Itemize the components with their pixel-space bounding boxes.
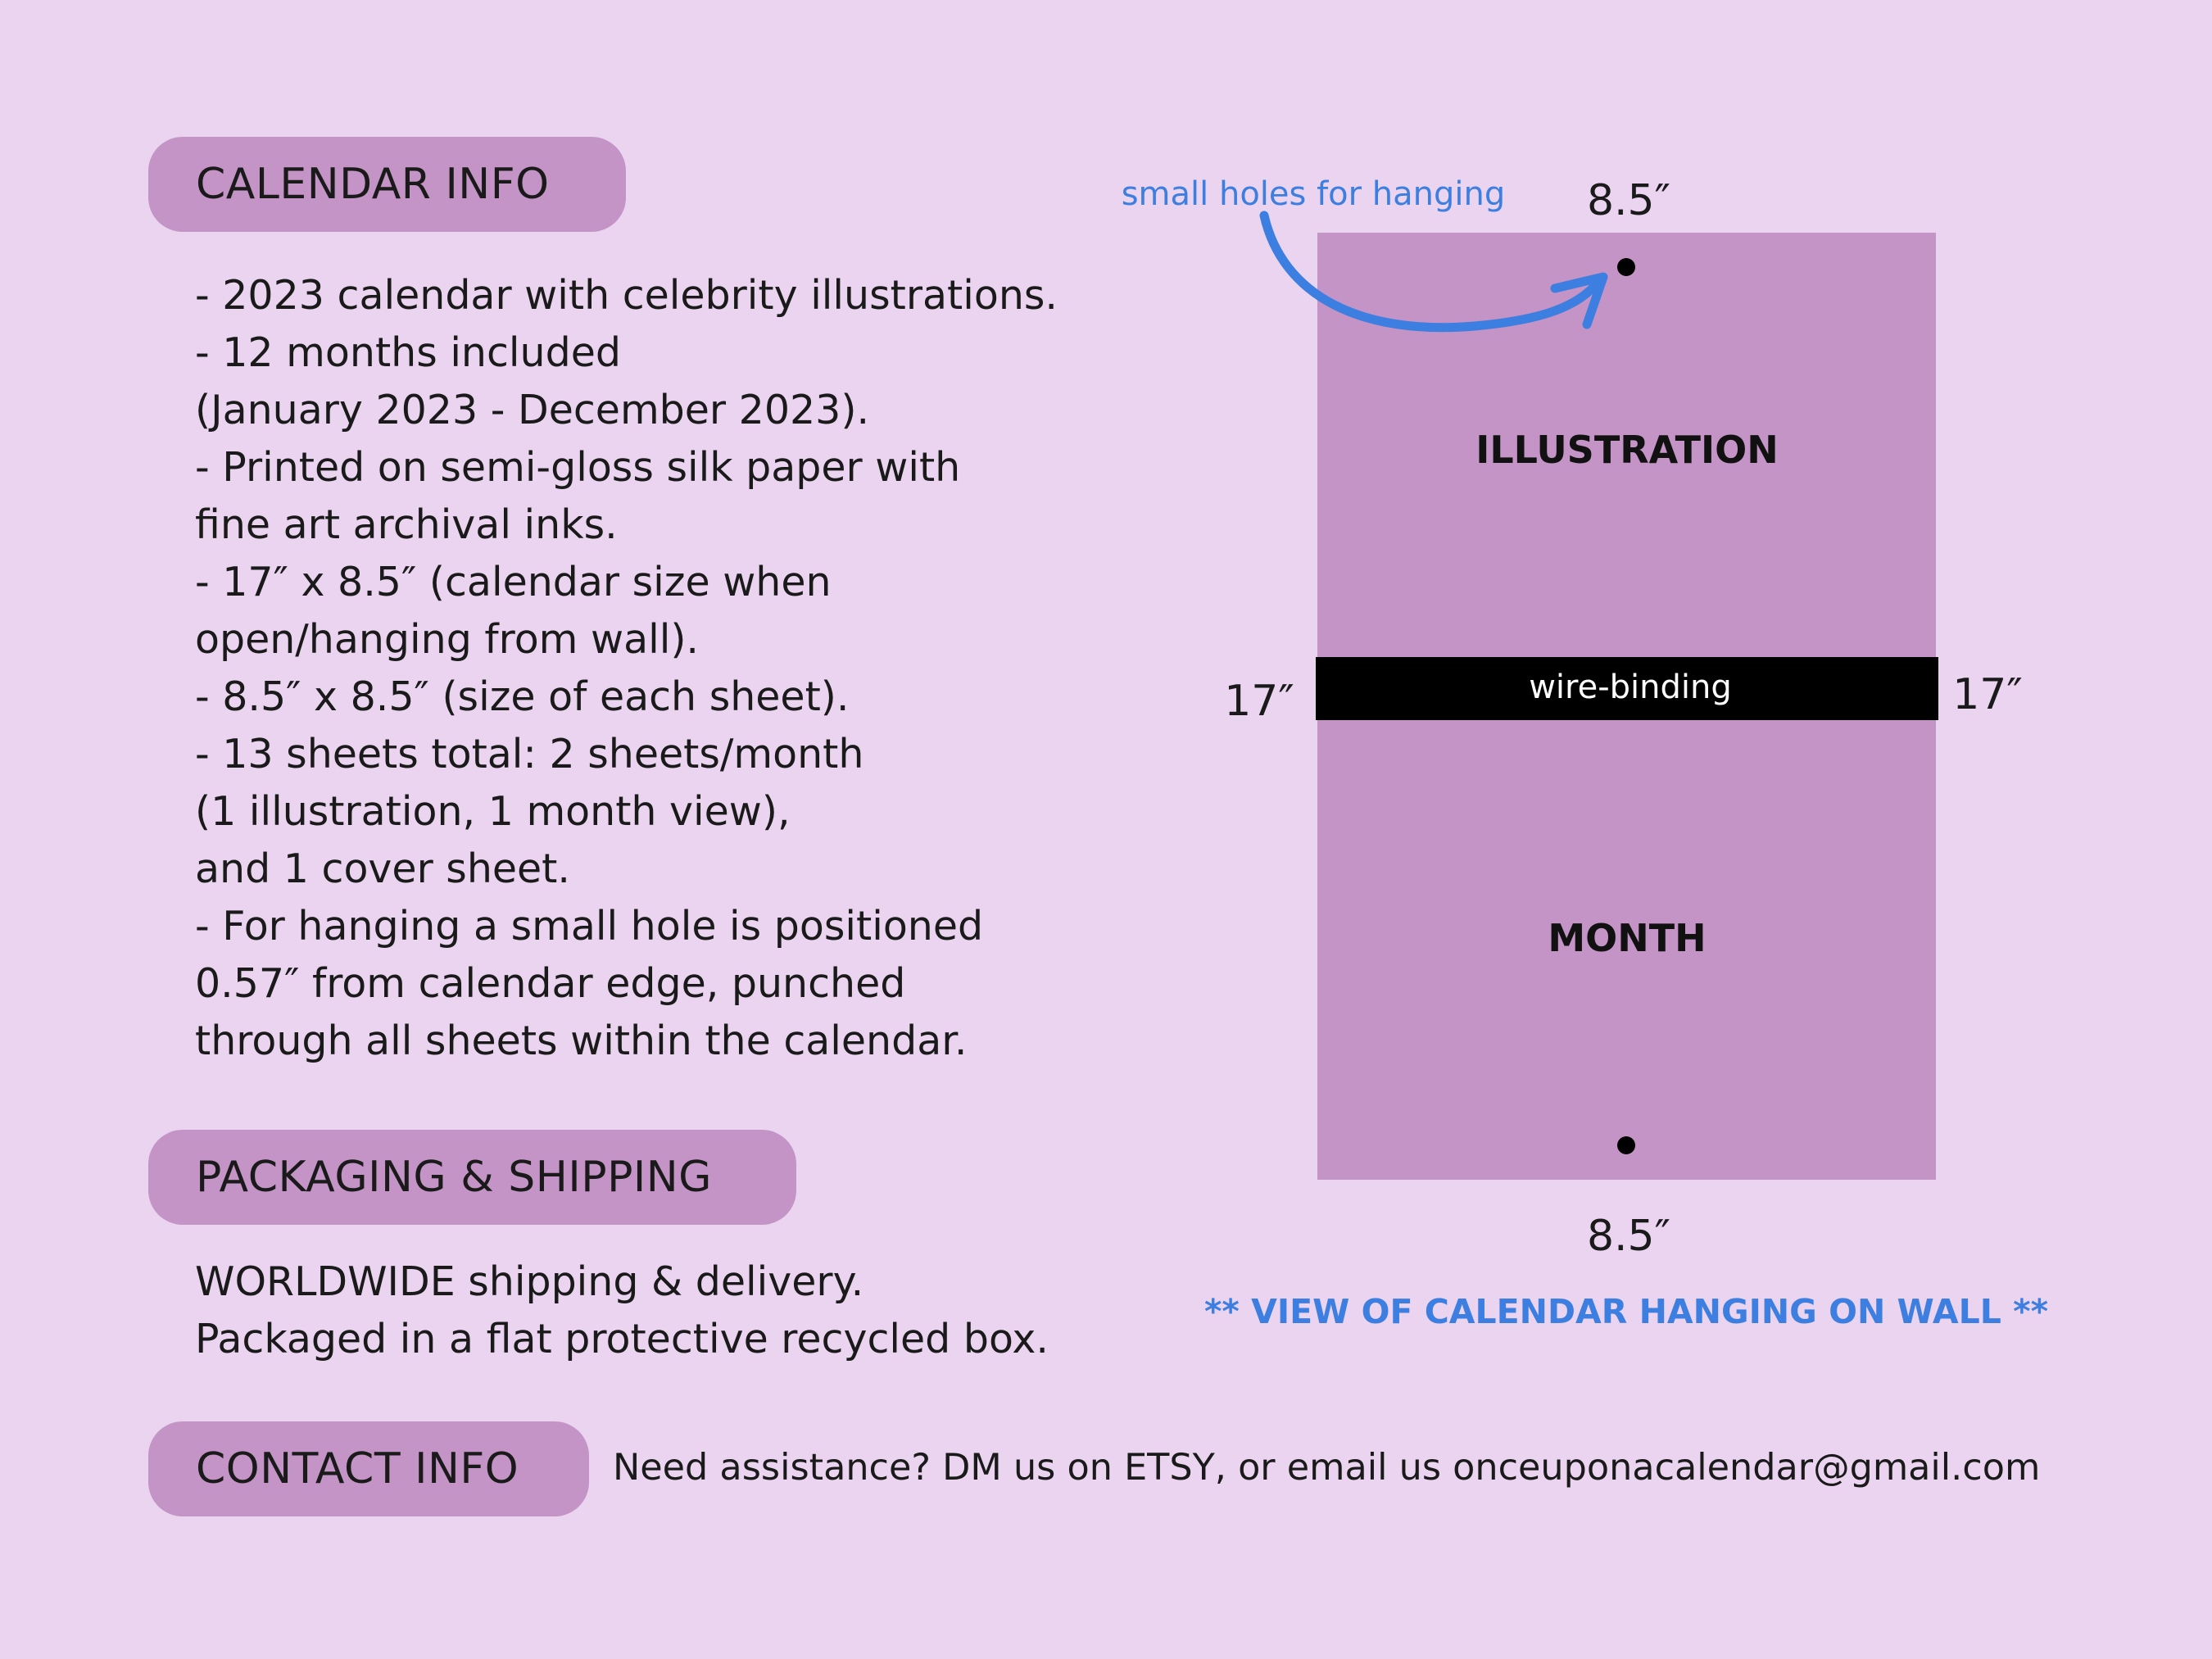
shipping-line: WORLDWIDE shipping & delivery. bbox=[195, 1258, 864, 1305]
list-item-line: - For hanging a small hole is positioned bbox=[195, 903, 984, 950]
list-item-line: (1 illustration, 1 month view), bbox=[195, 788, 791, 835]
top-hanging-hole bbox=[1617, 258, 1635, 276]
packaging-line: Packaged in a flat protective recycled box. bbox=[195, 1316, 1049, 1362]
packaging-shipping-heading-label: PACKAGING & SHIPPING bbox=[196, 1153, 712, 1202]
list-item-line: - 8.5″ x 8.5″ (size of each sheet). bbox=[195, 673, 850, 720]
contact-info-heading-label: CONTACT INFO bbox=[196, 1444, 519, 1494]
list-item-line: - Printed on semi-gloss silk paper with bbox=[195, 444, 961, 491]
bottom-hanging-hole bbox=[1617, 1136, 1635, 1154]
left-height-label: 17″ bbox=[1224, 677, 1294, 726]
hole-note-label: small holes for hanging bbox=[1121, 175, 1506, 213]
bottom-width-label: 8.5″ bbox=[1586, 1212, 1671, 1261]
month-section-label: MONTH bbox=[1548, 916, 1707, 960]
contact-info-text: Need assistance? DM us on ETSY, or email us onceuponacalendar@gmail.com bbox=[613, 1447, 2041, 1489]
list-item-line: (January 2023 - December 2023). bbox=[195, 387, 870, 433]
list-item-line: open/hanging from wall). bbox=[195, 616, 700, 663]
calendar-info-heading-label: CALENDAR INFO bbox=[196, 160, 550, 209]
right-height-label: 17″ bbox=[1952, 670, 2023, 719]
list-item-line: through all sheets within the calendar. bbox=[195, 1018, 968, 1064]
list-item-line: and 1 cover sheet. bbox=[195, 845, 570, 892]
list-item-line: - 2023 calendar with celebrity illustrations. bbox=[195, 272, 1058, 319]
top-width-label: 8.5″ bbox=[1586, 176, 1671, 225]
list-item-line: - 12 months included bbox=[195, 329, 621, 376]
wire-binding-label: wire-binding bbox=[1529, 669, 1732, 706]
list-item-line: fine art archival inks. bbox=[195, 501, 618, 548]
list-item-line: - 13 sheets total: 2 sheets/month bbox=[195, 731, 864, 777]
illustration-section-label: ILLUSTRATION bbox=[1475, 428, 1779, 472]
list-item-line: - 17″ x 8.5″ (calendar size when bbox=[195, 559, 832, 605]
list-item-line: 0.57″ from calendar edge, punched bbox=[195, 960, 906, 1007]
diagram-caption: ** VIEW OF CALENDAR HANGING ON WALL ** bbox=[1203, 1292, 2049, 1331]
